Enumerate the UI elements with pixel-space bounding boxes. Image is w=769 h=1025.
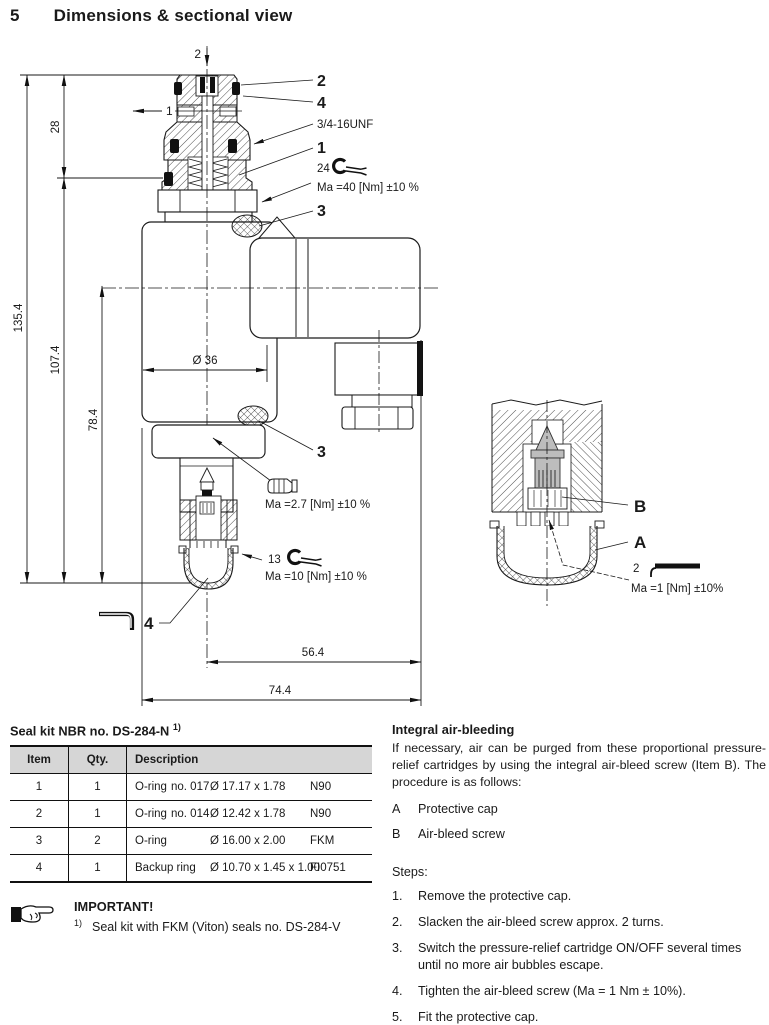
table-row [10, 774, 372, 801]
thread-label: 3/4-16UNF [317, 119, 374, 131]
page-title: Dimensions & sectional view [53, 6, 293, 25]
cell-qty: 1 [69, 855, 127, 883]
cell-description: O-ring Ø 16.00 x 2.00 FKM [127, 828, 373, 855]
important-text: $^{1)}$ Seal kit with FKM (Viton) seals no. DS-284-V [74, 918, 341, 935]
steps-title: Steps: [392, 865, 428, 879]
table-header-row [10, 746, 372, 774]
cell-item: 4 [10, 855, 69, 883]
valve-lower-section [152, 406, 268, 589]
detail-view [490, 400, 629, 606]
table-row [10, 801, 372, 828]
seal-kit-title-footnote: 1) [172, 722, 181, 732]
allen-key-icon [99, 614, 132, 630]
step-item: 3. Switch the pressure-relief cartridge ON/OFF several times until no more air bubbles escape. [392, 941, 742, 972]
torque-40: Ma =40 [Nm] ±10 % [317, 182, 419, 194]
callout-1: 1 [317, 140, 326, 157]
detail-torque-1: Ma =1 [Nm] ±10% [631, 583, 724, 595]
dim-74: 74.4 [268, 685, 292, 697]
callout-4-bottom: 4 [144, 614, 154, 633]
pointing-hand-icon [10, 899, 56, 929]
hand-tight-icon [268, 479, 297, 493]
detail-label-a: A [634, 533, 647, 552]
important-title: IMPORTANT! [74, 899, 154, 915]
dim-78: 78.4 [88, 408, 100, 432]
callout-2: 2 [317, 73, 326, 90]
legend-item-a: A Protective cap [392, 802, 498, 816]
cell-description: Backup ring Ø 10.70 x 1.45 x 1.00FI0751 [127, 855, 373, 883]
step-item: 2. Slacken the air-bleed screw approx. 2 turns. [392, 915, 664, 929]
seal-kit-title: Seal kit NBR no. DS-284-N $^{1)}$ [10, 722, 181, 739]
table-row [10, 828, 372, 855]
torque-10: Ma =10 [Nm] ±10 % [265, 571, 367, 583]
step-item: 1. Remove the protective cap. [392, 889, 572, 903]
cell-item: 2 [10, 801, 69, 828]
valve-upper-section [158, 75, 257, 222]
air-bleeding-section [392, 722, 766, 1025]
cell-description: O-ring no. 014Ø 12.42 x 1.78 N90 [127, 801, 373, 828]
air-bleeding-title: Integral air-bleeding [392, 722, 515, 737]
torque-2-7: Ma =2.7 [Nm] ±10 % [265, 499, 371, 511]
wrench-size-24: 24 [317, 163, 330, 175]
allen-key-small-icon [651, 566, 700, 577]
header-description: Description [127, 746, 373, 774]
dim-28: 28 [50, 120, 62, 134]
header-qty: Qty. [69, 746, 127, 774]
dim-56: 56.4 [301, 647, 325, 659]
table-row [10, 855, 372, 883]
callout-top-2: 2 [194, 47, 201, 61]
callout-3-top: 3 [317, 203, 326, 220]
wrench-size-13: 13 [268, 554, 281, 566]
seal-kit-table [10, 745, 372, 883]
air-bleeding-intro: If necessary, air can be purged from these proportional pressure-relief cartridges by using the integral air-bleed screw (Item B). The procedure is as follows: [392, 741, 766, 789]
cell-qty: 1 [69, 774, 127, 801]
section-number: 5 [10, 6, 20, 25]
cell-qty: 2 [69, 828, 127, 855]
legend-item-b: B Air-bleed screw [392, 827, 505, 841]
detail-label-b: B [634, 497, 647, 516]
callout-top [194, 47, 207, 66]
step-item: 5. Fit the protective cap. [392, 1010, 539, 1024]
dim-107: 107.4 [50, 345, 62, 375]
callout-left-1: 1 [166, 104, 173, 118]
callout-4: 4 [317, 95, 326, 112]
cell-description: O-ring no. 017Ø 17.17 x 1.78 N90 [127, 774, 373, 801]
header-item: Item [10, 746, 69, 774]
callout-3-mid: 3 [317, 444, 326, 461]
dim-dia36: Ø 36 [192, 355, 218, 367]
cell-item: 3 [10, 828, 69, 855]
cell-qty: 1 [69, 801, 127, 828]
step-item: 4. Tighten the air-bleed screw (Ma = 1 Nm ± 10%). [392, 984, 686, 998]
important-note [10, 899, 376, 934]
seal-kit-section [10, 722, 376, 934]
detail-allen-2: 2 [633, 563, 640, 575]
dim-135: 135.4 [13, 303, 25, 333]
cell-item: 1 [10, 774, 69, 801]
